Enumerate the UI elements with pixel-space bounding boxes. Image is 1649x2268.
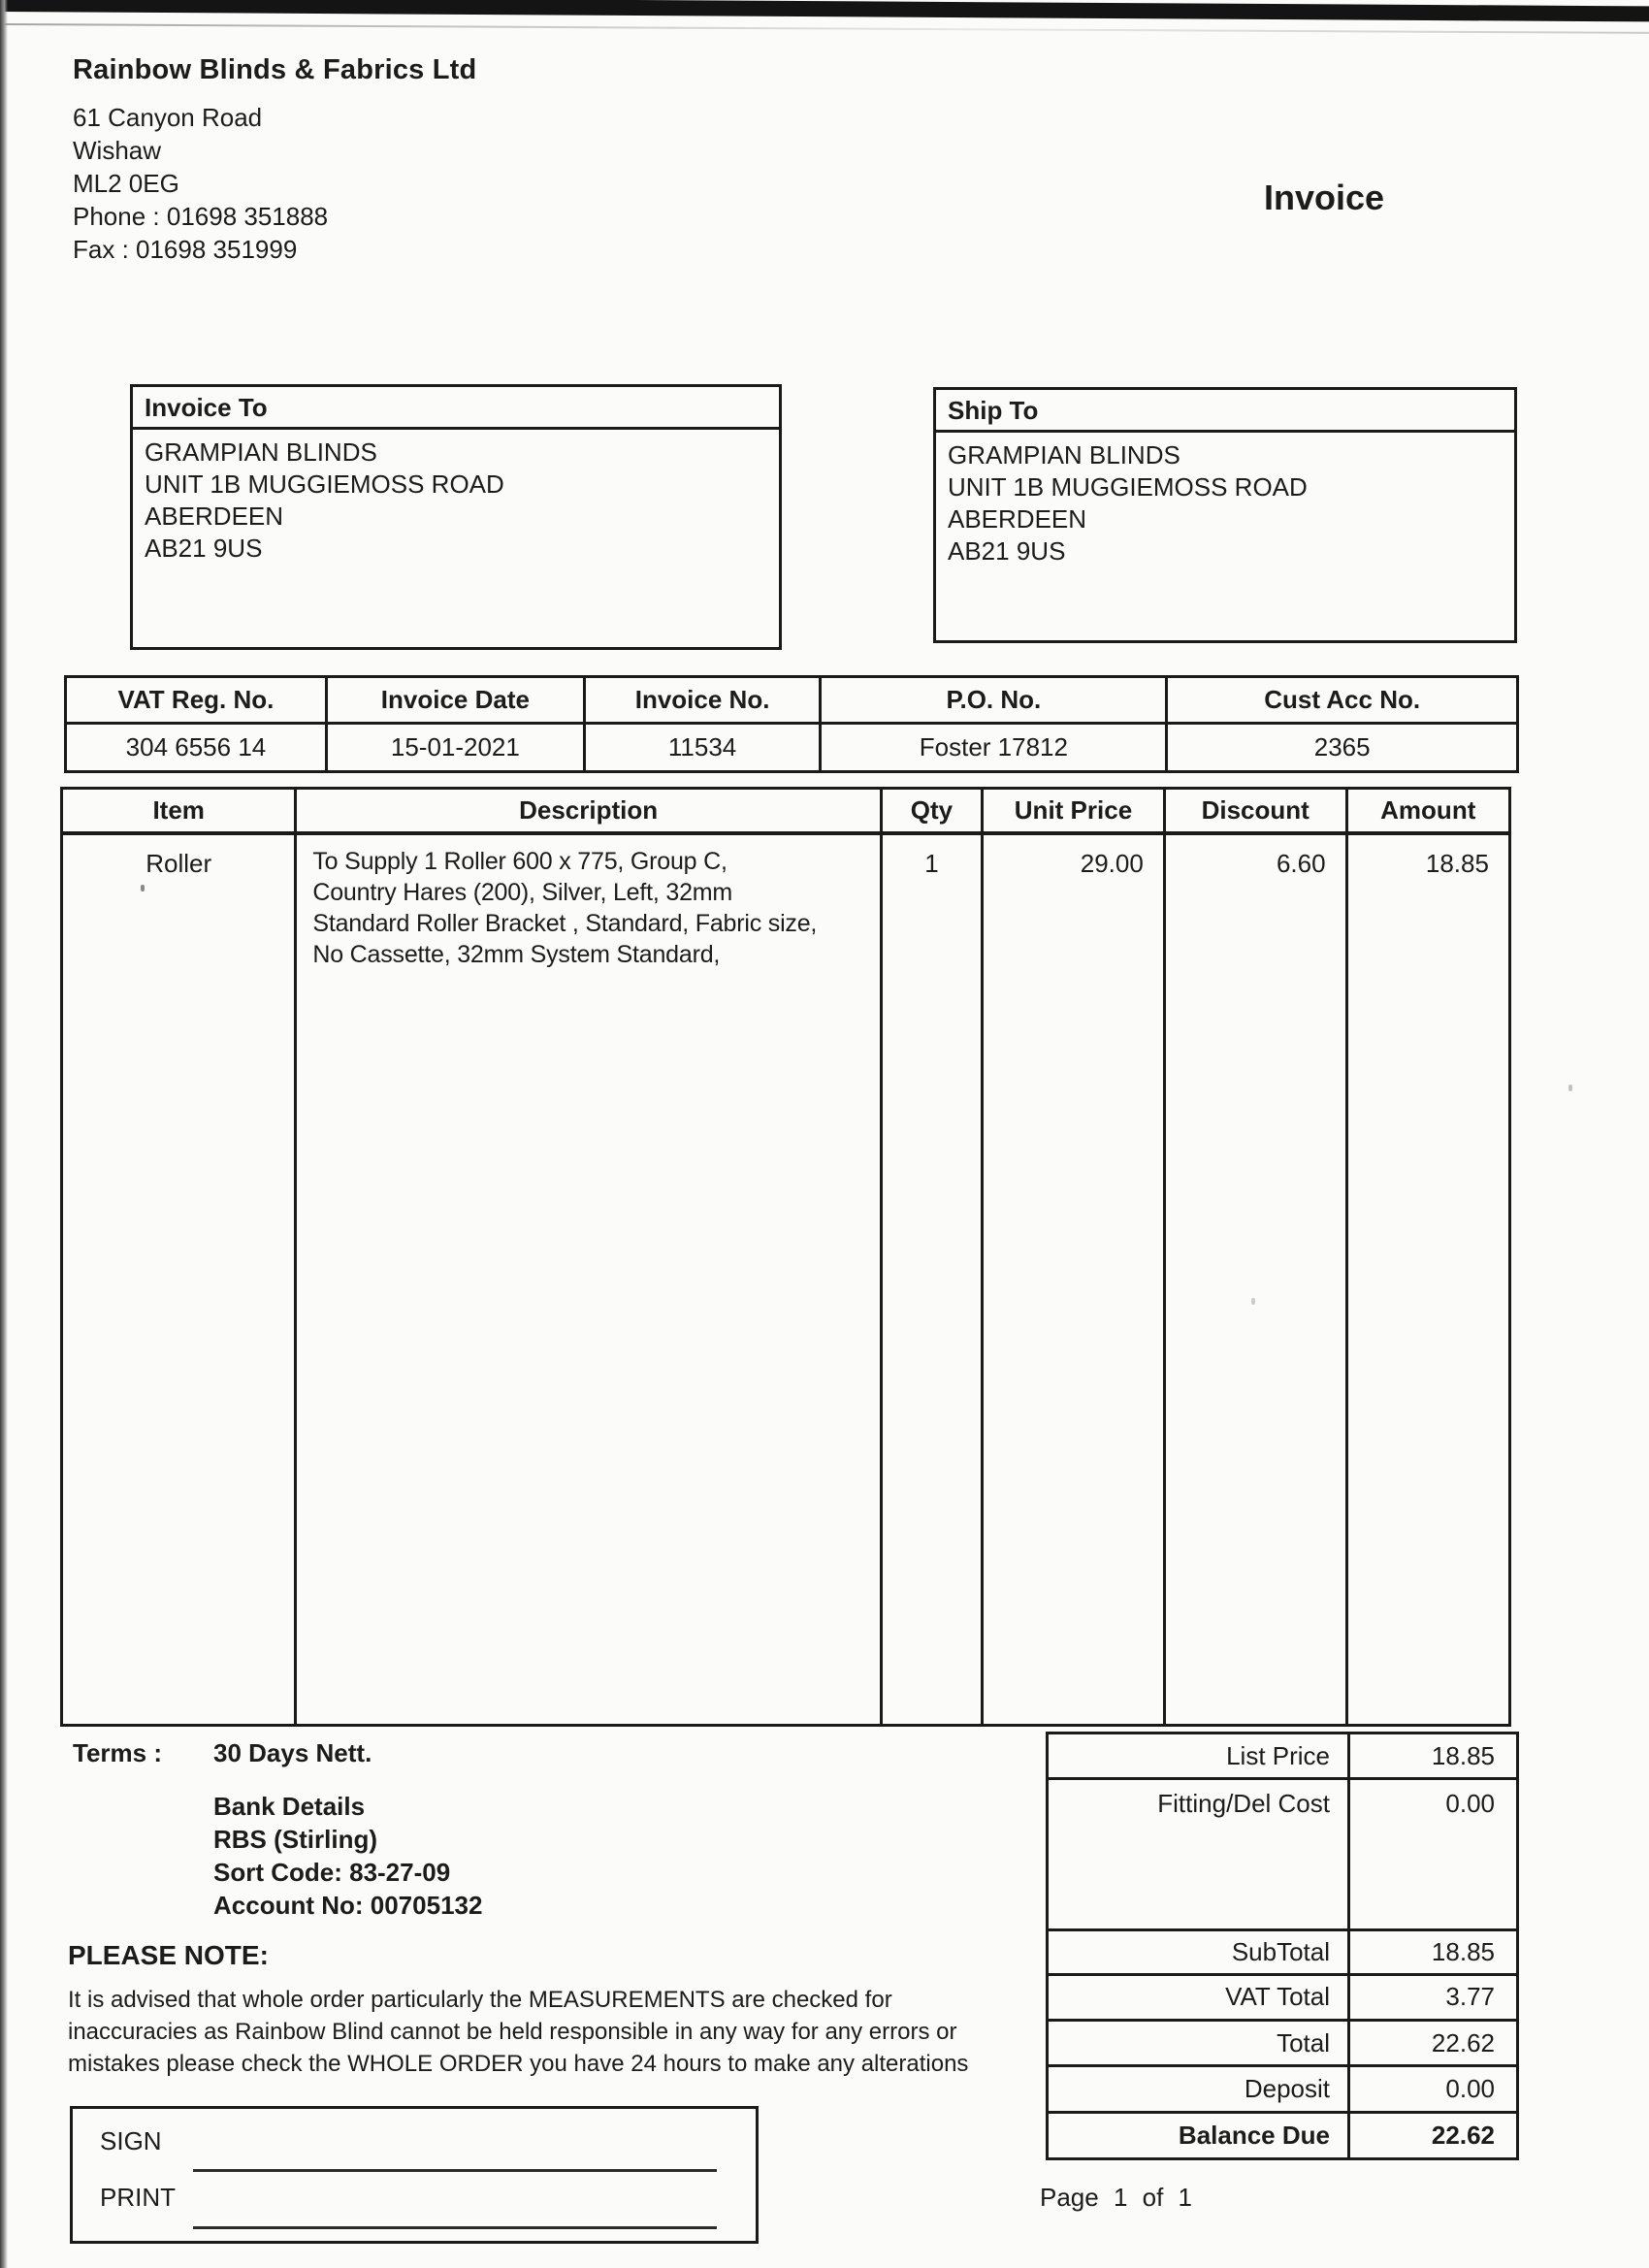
- totals-row-deposit: [1049, 2067, 1516, 2113]
- sign-line: [193, 2169, 717, 2172]
- info-header-cell: Invoice No.: [586, 678, 823, 722]
- description-line: To Supply 1 Roller 600 x 775, Group C,: [312, 848, 728, 875]
- terms-label: Terms :: [73, 1738, 162, 1767]
- scanner-left-edge-artifact: [0, 0, 8, 2268]
- totals-row-subtotal: [1049, 1931, 1516, 1975]
- bank-details-block: [213, 1790, 482, 1922]
- company-phone: Phone : 01698 351888: [73, 202, 329, 231]
- document-title: Invoice: [1264, 178, 1385, 217]
- items-header-cell: Amount: [1380, 795, 1476, 825]
- invoice-info-table: [64, 675, 1519, 773]
- company-fax: Fax : 01698 351999: [73, 235, 298, 264]
- totals-box: [1046, 1732, 1519, 2160]
- totals-row-vat-total: [1049, 1976, 1516, 2022]
- totals-value: 18.85: [1347, 1931, 1516, 1972]
- ship-to-heading: Ship To: [936, 390, 1514, 433]
- ship-to-line: ABERDEEN: [948, 504, 1087, 534]
- invoice-to-line: UNIT 1B MUGGIEMOSS ROAD: [145, 470, 504, 499]
- totals-label: Fitting/Del Cost: [1157, 1789, 1330, 1819]
- ship-to-box: [933, 387, 1517, 643]
- description-line: No Cassette, 32mm System Standard,: [312, 941, 721, 968]
- invoice-to-box: [130, 384, 782, 650]
- please-note-heading: PLEASE NOTE:: [68, 1940, 269, 1970]
- totals-label: Total: [1277, 2027, 1330, 2057]
- bank-details-line: RBS (Stirling): [213, 1825, 377, 1854]
- cust-acc-no-value: 2365: [1313, 732, 1371, 761]
- totals-value: 22.62: [1347, 2022, 1516, 2064]
- info-header-cell: Cust Acc No.: [1264, 685, 1421, 714]
- items-header-cell: Qty: [883, 790, 984, 831]
- items-header-cell: Description: [297, 790, 882, 831]
- invoice-date-value: 15-01-2021: [328, 725, 586, 770]
- info-value-row: [67, 725, 1516, 770]
- address-line: Wishaw: [73, 136, 162, 165]
- signature-box: [70, 2106, 759, 2244]
- po-no-value: Foster 17812: [822, 725, 1168, 770]
- bank-details-line: Bank Details: [213, 1792, 366, 1821]
- info-header-cell: Invoice Date: [328, 678, 586, 722]
- invoice-to-line: AB21 9US: [145, 534, 263, 563]
- address-line: ML2 0EG: [73, 169, 179, 198]
- totals-label: VAT Total: [1225, 1982, 1330, 2012]
- vat-reg-no-value: 304 6556 14: [67, 725, 328, 770]
- print-line: [193, 2226, 717, 2229]
- item-description-cell: [297, 835, 882, 1724]
- totals-value: 3.77: [1347, 1976, 1516, 2019]
- totals-value: 0.00: [1347, 1780, 1516, 1928]
- sign-label: SIGN: [100, 2126, 162, 2155]
- note-line: mistakes please check the WHOLE ORDER you have 24 hours to make any alterations: [68, 2051, 969, 2077]
- items-header-cell: Discount: [1166, 790, 1348, 831]
- totals-row-list-price: [1049, 1734, 1516, 1780]
- bank-details-line: Sort Code: 83-27-09: [213, 1858, 451, 1887]
- scan-speckle: [1568, 1085, 1572, 1091]
- totals-value: 18.85: [1347, 1734, 1516, 1777]
- item-amount-cell: 18.85: [1425, 849, 1489, 878]
- description-line: Country Hares (200), Silver, Left, 32mm: [312, 879, 733, 906]
- info-header-cell: P.O. No.: [822, 678, 1168, 722]
- ship-to-line: GRAMPIAN BLINDS: [948, 440, 1180, 470]
- items-header-row: [63, 790, 1508, 835]
- totals-label: Deposit: [1244, 2073, 1330, 2103]
- totals-row-fitting-del-cost: [1049, 1780, 1516, 1931]
- address-line: 61 Canyon Road: [73, 103, 263, 132]
- invoice-to-line: ABERDEEN: [145, 502, 284, 531]
- item-unit-price-cell: 29.00: [984, 835, 1166, 1724]
- info-header-row: [67, 678, 1516, 725]
- invoice-to-heading: Invoice To: [133, 387, 779, 430]
- totals-value: 0.00: [1347, 2067, 1516, 2110]
- note-line: It is advised that whole order particularly the MEASUREMENTS are checked for: [68, 1987, 892, 2013]
- company-address-block: [73, 101, 328, 266]
- ship-to-line: UNIT 1B MUGGIEMOSS ROAD: [948, 472, 1308, 502]
- totals-row-balance-due: [1049, 2114, 1516, 2157]
- line-items-table: [60, 787, 1511, 1727]
- totals-label: List Price: [1226, 1740, 1330, 1770]
- item-qty-cell: 1: [883, 835, 984, 1724]
- page-number: Page 1 of 1: [1040, 2183, 1192, 2212]
- ship-to-line: AB21 9US: [948, 536, 1066, 566]
- scanner-faint-line-artifact: [0, 23, 1649, 34]
- info-header-cell: VAT Reg. No.: [67, 678, 328, 722]
- note-line: inaccuracies as Rainbow Blind cannot be held responsible in any way for any errors or: [68, 2019, 957, 2045]
- bank-details-line: Account No: 00705132: [213, 1891, 483, 1920]
- items-body-row: [63, 835, 1508, 1724]
- invoice-no-value: 11534: [586, 725, 823, 770]
- items-header-cell: Unit Price: [984, 790, 1166, 831]
- invoice-to-address: [133, 430, 779, 571]
- totals-label: SubTotal: [1231, 1936, 1330, 1966]
- items-header-cell: Item: [63, 790, 297, 831]
- totals-value: 22.62: [1347, 2114, 1516, 2157]
- terms-value: 30 Days Nett.: [213, 1738, 372, 1767]
- description-line: Standard Roller Bracket , Standard, Fabric size,: [312, 910, 818, 937]
- invoice-to-line: GRAMPIAN BLINDS: [145, 437, 377, 467]
- item-name-cell: Roller: [63, 835, 297, 1724]
- ship-to-address: [936, 433, 1514, 574]
- item-discount-cell: 6.60: [1166, 835, 1348, 1724]
- totals-row-total: [1049, 2022, 1516, 2067]
- print-label: PRINT: [100, 2183, 176, 2212]
- totals-label: Balance Due: [1178, 2120, 1330, 2150]
- please-note-text: [68, 1984, 968, 2080]
- company-name: Rainbow Blinds & Fabrics Ltd: [73, 54, 477, 85]
- scanner-top-edge-artifact: [0, 0, 1649, 21]
